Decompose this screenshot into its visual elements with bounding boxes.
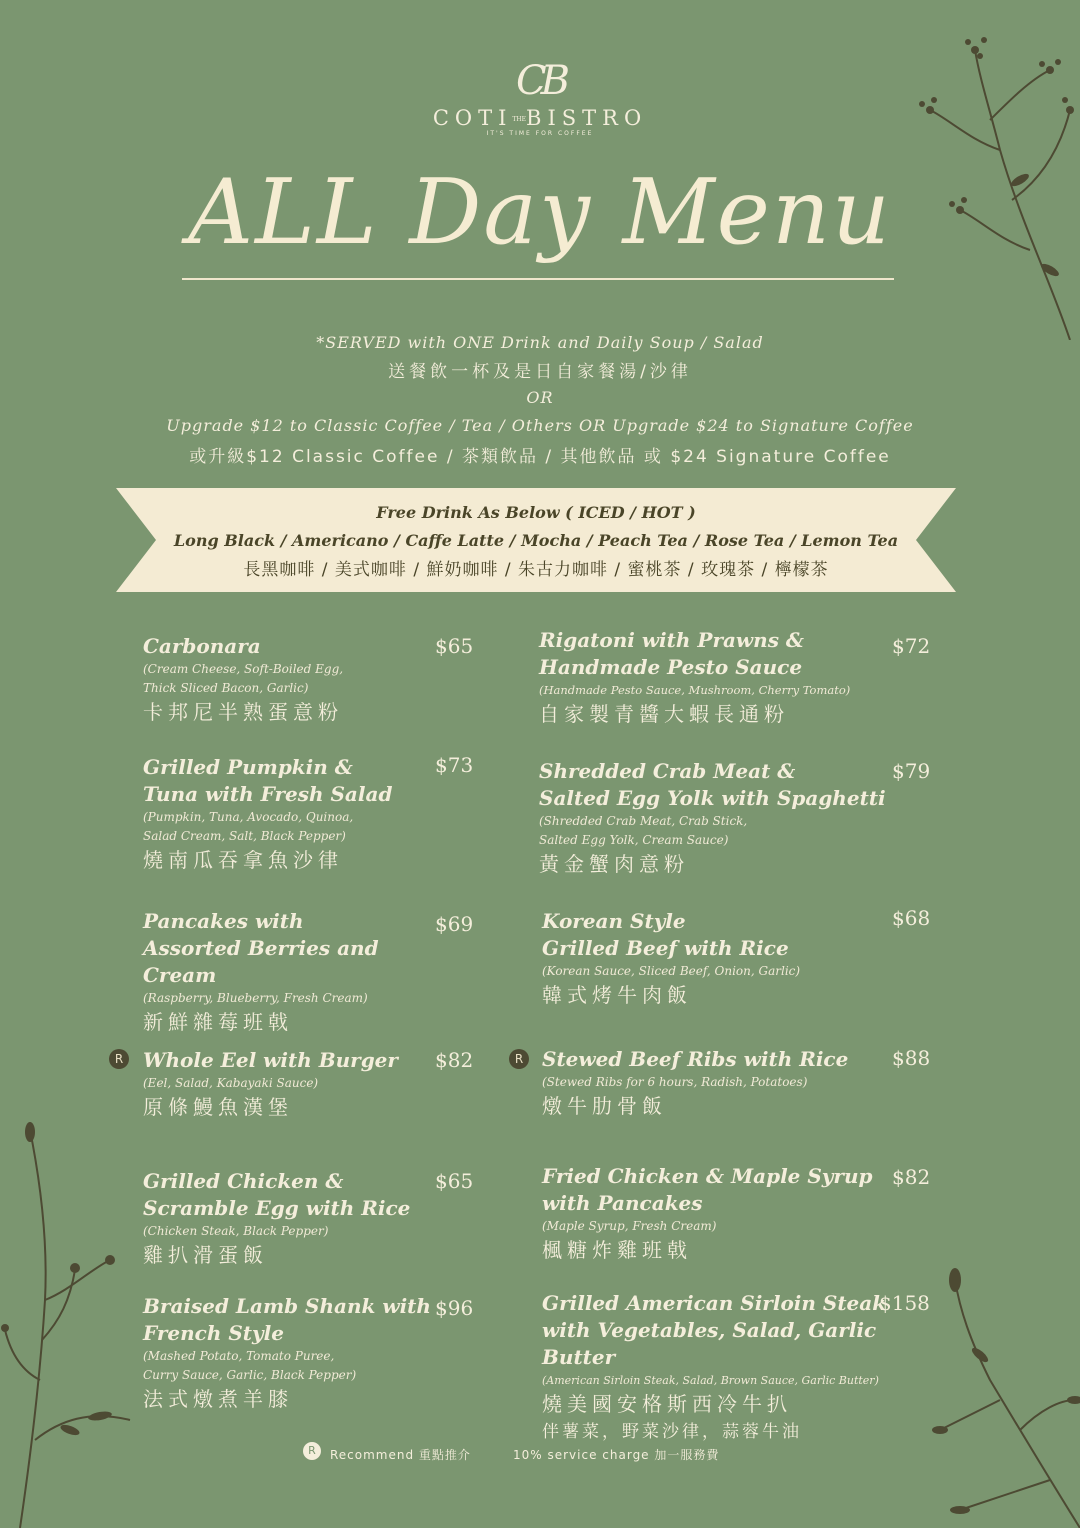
item-name: Salted Egg Yolk with Spaghetti xyxy=(539,786,886,810)
botanical-bottom-left xyxy=(0,1120,140,1528)
item-name-zh: 卡邦尼半熟蛋意粉 xyxy=(143,700,343,724)
item-name-zh: 燒南瓜吞拿魚沙律 xyxy=(143,848,343,872)
item-desc: (Chicken Steak, Black Pepper) xyxy=(143,1224,329,1238)
recommend-icon: R xyxy=(509,1049,529,1069)
item-price: $158 xyxy=(879,1291,930,1315)
item-name: Shredded Crab Meat & xyxy=(539,759,796,783)
menu-item-ribs xyxy=(542,1046,902,1120)
item-name-zh: 燉牛肋骨飯 xyxy=(542,1094,667,1118)
brand-logo-mark: CB xyxy=(516,58,564,104)
menu-item-rigatoni xyxy=(539,627,899,728)
item-desc: (Mashed Potato, Tomato Puree, xyxy=(143,1349,335,1363)
item-desc: (Shredded Crab Meat, Crab Stick, xyxy=(539,814,748,828)
item-name-zh: 燒美國安格斯西冷牛扒 xyxy=(542,1392,792,1416)
menu-item-lamb xyxy=(143,1293,443,1413)
item-price: $73 xyxy=(435,753,474,777)
item-name: Braised Lamb Shank with xyxy=(143,1294,431,1318)
item-name: with Vegetables, Salad, Garlic Butter xyxy=(542,1318,877,1369)
item-price: $65 xyxy=(435,1169,474,1193)
item-name: with Pancakes xyxy=(542,1191,703,1215)
item-name: Grilled Beef with Rice xyxy=(542,936,789,960)
item-price: $68 xyxy=(892,906,931,930)
item-name: Scramble Egg with Rice xyxy=(143,1196,411,1220)
upgrade-line-en: Upgrade $12 to Classic Coffee / Tea / Others OR Upgrade $24 to Signature Coffee xyxy=(166,416,914,435)
menu-item-pumpkin xyxy=(143,754,443,874)
banner-heading: Free Drink As Below ( ICED / HOT ) xyxy=(376,503,696,522)
item-name: Pancakes with xyxy=(143,909,304,933)
item-name-zh: 黃金蟹肉意粉 xyxy=(539,852,689,876)
item-name: Grilled Pumpkin & xyxy=(143,755,353,779)
menu-item-eel xyxy=(143,1047,443,1121)
item-name: Handmade Pesto Sauce xyxy=(539,655,803,679)
brand-name-right: BISTRO xyxy=(526,106,648,130)
item-price: $96 xyxy=(435,1296,474,1320)
item-name-zh: 新鮮雜莓班戟 xyxy=(143,1010,293,1034)
item-desc: Thick Sliced Bacon, Garlic) xyxy=(143,681,309,695)
item-sides-zh: 伴薯菜，野菜沙律，蒜蓉牛油 xyxy=(542,1422,802,1442)
botanical-bottom-right xyxy=(920,1260,1080,1528)
item-name: Whole Eel with Burger xyxy=(143,1048,398,1072)
brand-tagline: IT'S TIME FOR COFFEE xyxy=(486,130,594,137)
item-desc: Curry Sauce, Garlic, Black Pepper) xyxy=(143,1368,357,1382)
item-name: French Style xyxy=(143,1321,284,1345)
item-name: Grilled Chicken & xyxy=(143,1169,344,1193)
recommend-legend: Recommend 重點推介 xyxy=(330,1448,471,1462)
item-name: Tuna with Fresh Salad xyxy=(143,782,393,806)
item-desc: (Cream Cheese, Soft-Boiled Egg, xyxy=(143,662,344,676)
item-name: Korean Style xyxy=(542,909,686,933)
menu-item-steak xyxy=(542,1290,932,1446)
item-name: Fried Chicken & Maple Syrup xyxy=(542,1164,873,1188)
service-charge-note: 10% service charge 加一服務費 xyxy=(513,1448,720,1462)
brand-name-mid: THE xyxy=(512,116,527,123)
page-title: ALL Day Menu xyxy=(188,160,892,265)
title-underline xyxy=(182,278,894,280)
served-or: OR xyxy=(526,388,554,407)
upgrade-line-zh: 或升級$12 Classic Coffee / 茶類飲品 / 其他飲品 或 $24 Signature Coffee xyxy=(189,447,891,467)
served-line-zh: 送餐飲一杯及是日自家餐湯/沙律 xyxy=(388,362,692,382)
item-name: Assorted Berries and Cream xyxy=(143,936,379,987)
item-desc: (Eel, Salad, Kabayaki Sauce) xyxy=(143,1076,319,1090)
item-name-zh: 楓糖炸雞班戟 xyxy=(542,1238,692,1262)
item-price: $82 xyxy=(892,1165,931,1189)
item-desc: (Maple Syrup, Fresh Cream) xyxy=(542,1219,717,1233)
item-name: Grilled American Sirloin Steak xyxy=(542,1291,887,1315)
menu-item-pancakes xyxy=(143,908,443,1036)
menu-item-korean xyxy=(542,908,902,1009)
item-desc: (Pumpkin, Tuna, Avocado, Quinoa, xyxy=(143,810,354,824)
item-name-zh: 韓式烤牛肉飯 xyxy=(542,983,692,1007)
item-price: $82 xyxy=(435,1048,474,1072)
item-name-zh: 法式燉煮羊膝 xyxy=(143,1387,293,1411)
item-price: $65 xyxy=(435,634,474,658)
menu-item-fried-chicken xyxy=(542,1163,902,1264)
item-price: $88 xyxy=(892,1046,931,1070)
item-price: $79 xyxy=(892,759,931,783)
banner-drinks-en: Long Black / Americano / Caffe Latte / Mocha / Peach Tea / Rose Tea / Lemon Tea xyxy=(173,531,899,550)
item-desc: (Stewed Ribs for 6 hours, Radish, Potatoes) xyxy=(542,1075,808,1089)
recommend-icon: R xyxy=(109,1049,129,1069)
menu-item-chicken xyxy=(143,1168,443,1269)
banner-drinks-zh: 長黑咖啡 / 美式咖啡 / 鮮奶咖啡 / 朱古力咖啡 / 蜜桃茶 / 玫瑰茶 / 檸檬茶 xyxy=(243,560,829,580)
item-desc: (Handmade Pesto Sauce, Mushroom, Cherry Tomato) xyxy=(539,683,851,697)
item-name-zh: 自家製青醬大蝦長通粉 xyxy=(539,702,789,726)
item-desc: (American Sirloin Steak, Salad, Brown Sauce, Garlic Butter) xyxy=(542,1374,879,1387)
brand-name-left: COTI xyxy=(432,106,513,130)
item-name: Rigatoni with Prawns & xyxy=(539,628,804,652)
served-line-en: *SERVED with ONE Drink and Daily Soup / Salad xyxy=(316,333,764,352)
item-price: $72 xyxy=(892,634,931,658)
menu-item-carbonara xyxy=(143,633,443,726)
item-name: Carbonara xyxy=(143,634,261,658)
brand-name xyxy=(0,106,1080,130)
item-desc: Salted Egg Yolk, Cream Sauce) xyxy=(539,833,729,847)
item-desc: (Raspberry, Blueberry, Fresh Cream) xyxy=(143,991,368,1005)
menu-item-crab xyxy=(539,758,899,878)
item-name: Stewed Beef Ribs with Rice xyxy=(542,1047,849,1071)
recommend-legend-icon: R xyxy=(303,1442,321,1460)
item-desc: (Korean Sauce, Sliced Beef, Onion, Garlic) xyxy=(542,964,801,978)
item-price: $69 xyxy=(435,912,474,936)
item-desc: Salad Cream, Salt, Black Pepper) xyxy=(143,829,346,843)
item-name-zh: 雞扒滑蛋飯 xyxy=(143,1243,268,1267)
item-name-zh: 原條鰻魚漢堡 xyxy=(143,1095,293,1119)
